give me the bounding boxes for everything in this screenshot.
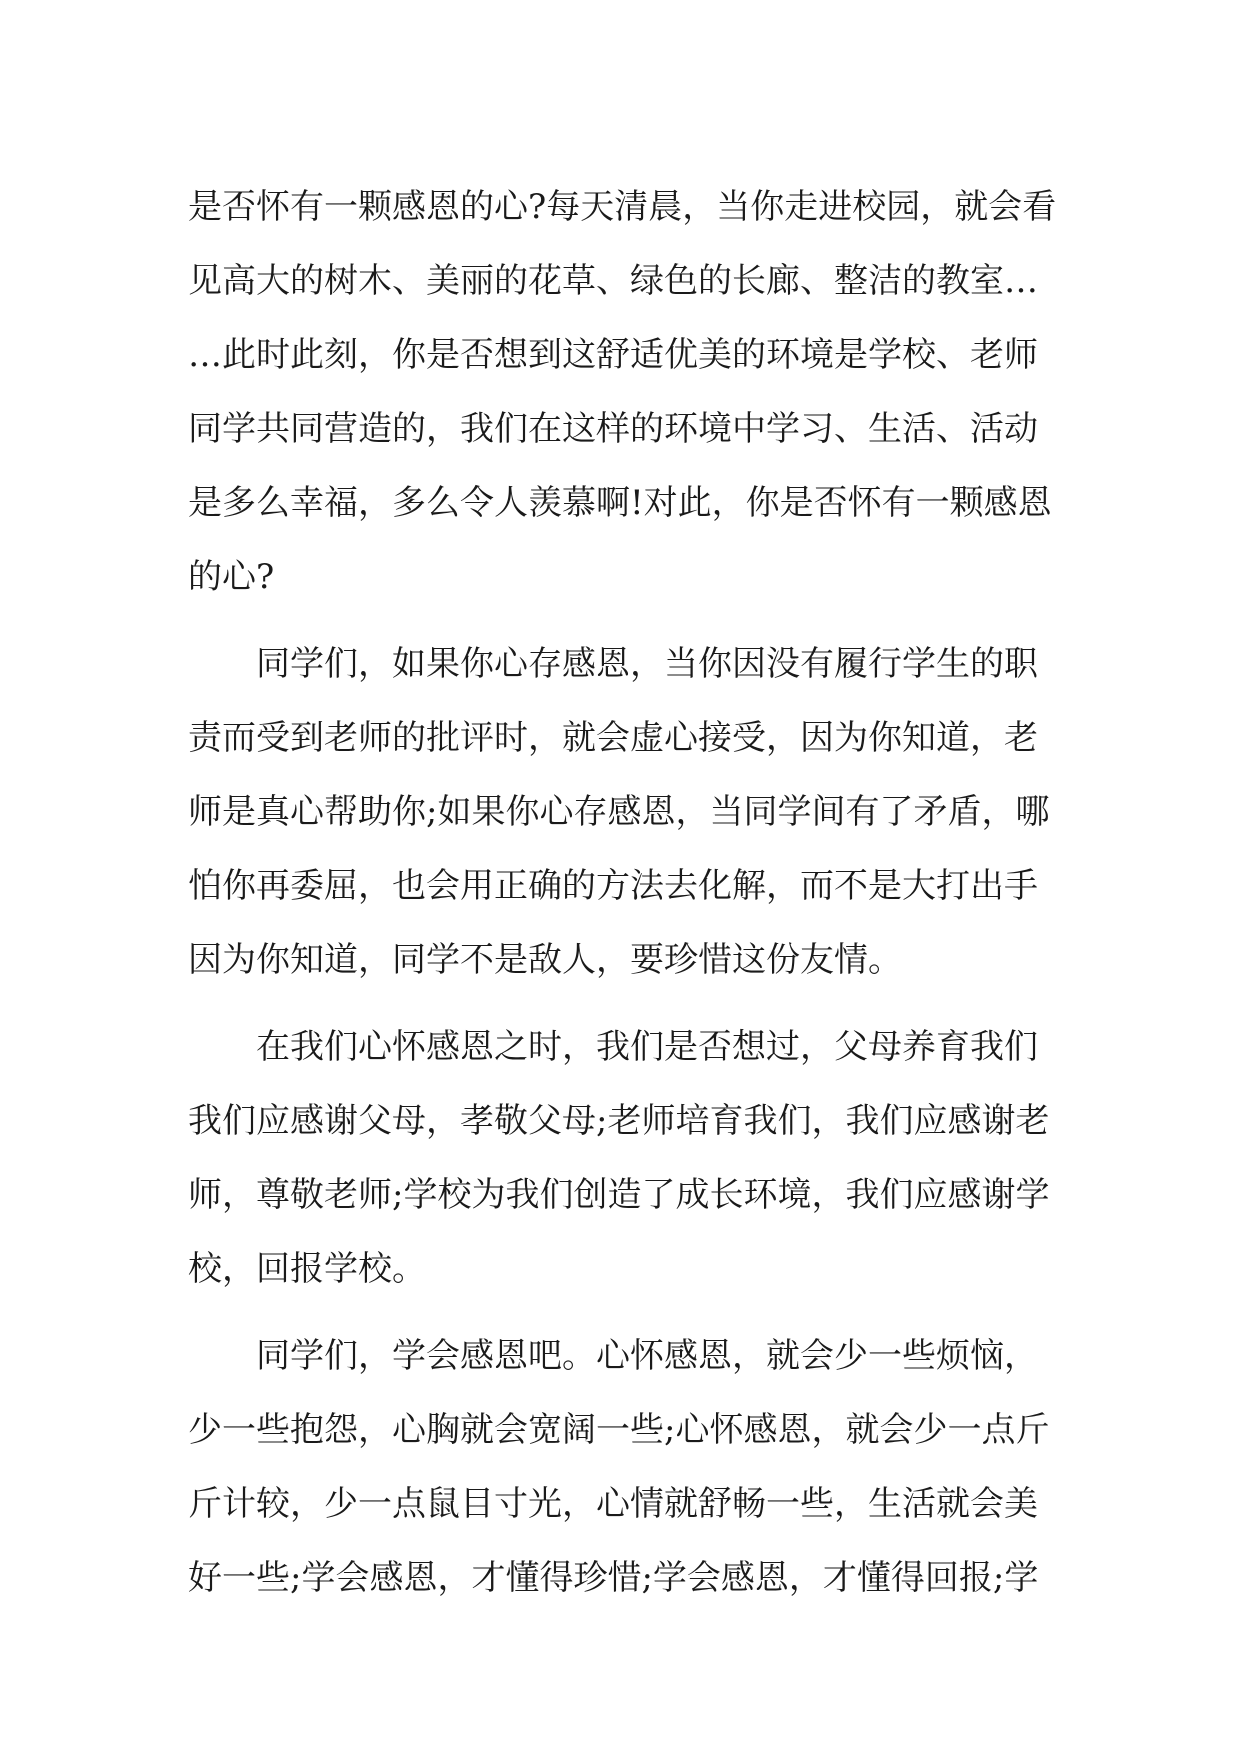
text-line: 同学们，如果你心存感恩，当你因没有履行学生的职: [256, 644, 1038, 684]
text-line: 同学共同营造的，我们在这样的环境中学习、生活、活动: [188, 409, 1038, 449]
text-line: 我们应感谢父母，孝敬父母;老师培育我们，我们应感谢老: [188, 1101, 1050, 1141]
paragraph-1: [188, 170, 1068, 614]
text-line: 少一些抱怨，心胸就会宽阔一些;心怀感恩，就会少一点斤: [188, 1410, 1050, 1450]
paragraph-2: [188, 627, 1068, 997]
paragraph-4: [188, 1319, 1068, 1615]
text-line: 师，尊敬老师;学校为我们创造了成长环境，我们应感谢学: [188, 1175, 1050, 1215]
text-line: 同学们，学会感恩吧。心怀感恩，就会少一些烦恼，: [256, 1336, 1038, 1376]
text-line: 校，回报学校。: [188, 1249, 426, 1289]
paragraph-3: [188, 1010, 1068, 1306]
text-line: …此时此刻，你是否想到这舒适优美的环境是学校、老师: [188, 335, 1038, 375]
text-line: 责而受到老师的批评时，就会虚心接受，因为你知道，老: [188, 718, 1038, 758]
text-line: 斤计较，少一点鼠目寸光，心情就舒畅一些，生活就会美: [188, 1484, 1038, 1524]
text-line: 是否怀有一颗感恩的心?每天清晨，当你走进校园，就会看: [188, 187, 1057, 227]
text-line: 因为你知道，同学不是敌人，要珍惜这份友情。: [188, 940, 902, 980]
text-line: 好一些;学会感恩，才懂得珍惜;学会感恩，才懂得回报;学: [188, 1558, 1039, 1598]
text-line: 是多么幸福，多么令人羡慕啊!对此，你是否怀有一颗感恩: [188, 483, 1052, 523]
text-line: 的心?: [188, 557, 275, 597]
paragraph-gap: [188, 997, 1068, 1010]
text-line: 师是真心帮助你;如果你心存感恩，当同学间有了矛盾，哪: [188, 792, 1050, 832]
document-body: [188, 170, 1068, 1615]
text-line: 在我们心怀感恩之时，我们是否想过，父母养育我们: [256, 1027, 1038, 1067]
text-line: 怕你再委屈，也会用正确的方法去化解，而不是大打出手: [188, 866, 1038, 906]
paragraph-gap: [188, 614, 1068, 627]
paragraph-gap: [188, 1306, 1068, 1319]
text-line: 见高大的树木、美丽的花草、绿色的长廊、整洁的教室…: [188, 261, 1038, 301]
